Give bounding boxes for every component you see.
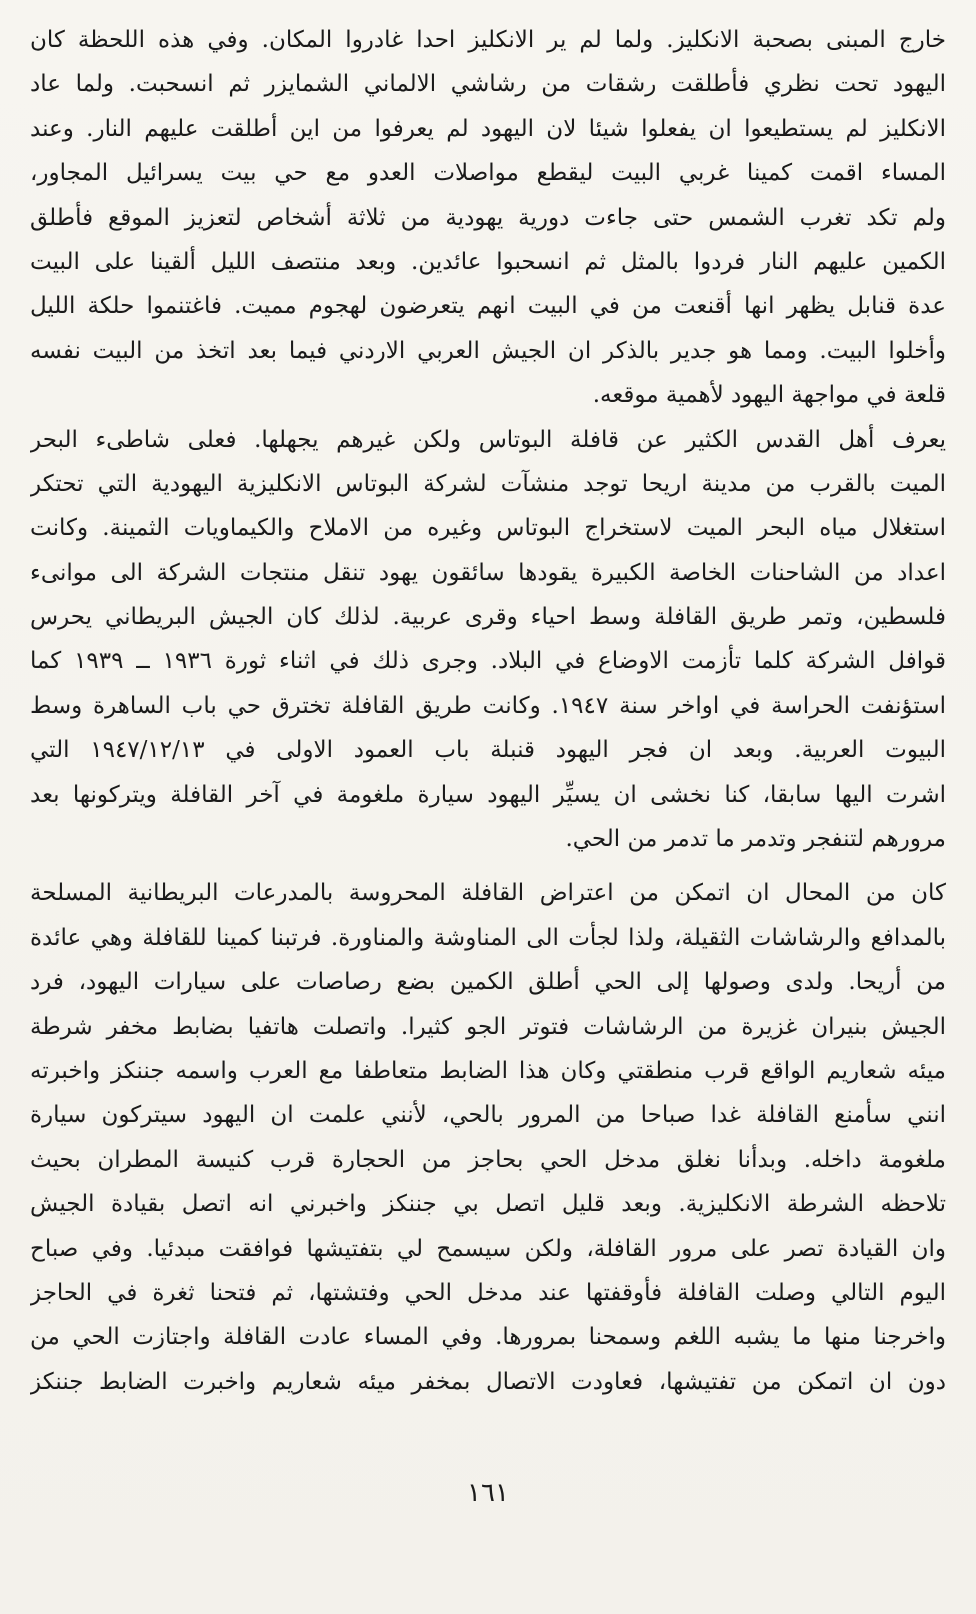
text-line: قلعة في مواجهة اليهود لأهمية موقعه.	[592, 382, 946, 409]
text-line: استؤنفت الحراسة في اواخر سنة ١٩٤٧. وكانت طريق القافلة تخترق حي باب الساهرة وسط	[30, 692, 946, 719]
text-line: بالمدافع والرشاشات الثقيلة، ولذا لجأت الى المناوشة والمناورة. فرتبنا كمينا للقافلة وهي عائدة	[30, 924, 946, 951]
text-line: الميت بالقرب من مدينة اريحا توجد منشآت لشركة البوتاس الانكليزية اليهودية التي تحتكر	[30, 470, 946, 497]
text-line: اليهود تحت نظري فأطلقت رشقات من رشاشي الالماني الشمايزر ثم انسحبت. ولما عاد	[30, 71, 946, 98]
text-line: ولم تكد تغرب الشمس حتى جاءت دورية يهودية من ثلاثة أشخاص لتعزيز الموقع فأطلق	[30, 204, 946, 231]
text-line: المساء اقمت كمينا غربي البيت ليقطع مواصلات العدو مع حي بيت يسرائيل المجاور،	[30, 160, 946, 187]
text-line: ميئه شعاريم الواقع قرب منطقتي وكان هذا الضابط متعاطفا مع العرب واسمه جننكز واخبرته	[30, 1057, 946, 1084]
text-line: استغلال مياه البحر الميت لاستخراج البوتاس وغيره من الاملاح والكيماويات الثمينة. وكانت	[30, 515, 946, 542]
text-line: خارج المبنى بصحبة الانكليز. ولما لم ير الانكليز احدا غادروا المكان. وفي هذه اللحظة كان	[30, 27, 946, 53]
paragraph-1	[30, 18, 946, 418]
text-line: عدة قنابل يظهر انها أقنعت من في البيت انهم يتعرضون لهجوم مميت. فاغتنموا حلكة الليل	[30, 293, 946, 320]
paragraph-gap	[30, 861, 946, 871]
text-line: تلاحظه الشرطة الانكليزية. وبعد قليل اتصل بي جننكز واخبرني انه اتصل بقيادة الجيش	[30, 1191, 946, 1218]
text-line: واخرجنا منها ما يشبه اللغم وسمحنا بمرورها. وفي المساء عادت القافلة واجتازت الحي من	[30, 1324, 946, 1351]
text-line: قوافل الشركة كلما تأزمت الاوضاع في البلاد. وجرى ذلك في اثناء ثورة ١٩٣٦ ــ ١٩٣٩ كما	[30, 648, 946, 675]
text-line: الجيش بنيران غزيرة من الرشاشات فتوتر الجو كثيرا. واتصلت هاتفيا بضابط مخفر شرطة	[30, 1013, 946, 1040]
text-line: من أريحا. ولدى وصولها إلى الحي أطلق الكمين بضع رصاصات على سيارات اليهود، فرد	[30, 969, 946, 996]
page-body	[30, 18, 946, 1404]
text-line: يعرف أهل القدس الكثير عن قافلة البوتاس ولكن غيرهم يجهلها. فعلى شاطىء البحر	[30, 426, 946, 453]
paragraph-2	[30, 418, 946, 862]
text-line: انني سأمنع القافلة غدا صباحا من المرور بالحي، لأنني علمت ان اليهود سيتركون سيارة	[30, 1102, 946, 1129]
paragraph-3	[30, 871, 946, 1404]
text-line: اليوم التالي وصلت القافلة فأوقفتها عند مدخل الحي وفتشتها، ثم فتحنا ثغرة في الحاجز	[30, 1279, 946, 1306]
text-line: كان من المحال ان اتمكن من اعتراض القافلة المحروسة بالمدرعات البريطانية المسلحة	[30, 880, 946, 907]
text-line: اشرت اليها سابقا، كنا نخشى ان يسيِّر اليهود سيارة ملغومة في آخر القافلة ويتركونها بعد	[30, 781, 946, 808]
text-line: وان القيادة تصر على مرور القافلة، ولكن سيسمح لي بتفتيشها فوافقت مبدئيا. وفي صباح	[30, 1235, 946, 1262]
text-line: الانكليز لم يستطيعوا ان يفعلوا شيئا لان اليهود لم يعرفوا من اين أطلقت عليهم النار. وعند	[30, 115, 946, 142]
text-line: مرورهم لتنفجر وتدمر ما تدمر من الحي.	[565, 826, 946, 853]
page-number: ١٦١	[467, 1478, 509, 1508]
text-line: الكمين عليهم النار فردوا بالمثل ثم انسحبوا عائدين. وبعد منتصف الليل ألقينا على البيت	[30, 248, 946, 275]
text-line: اعداد من الشاحنات الخاصة الكبيرة يقودها سائقون يهود تنقل منتجات الشركة الى موانىء	[30, 559, 946, 586]
text-line: وأخلوا البيت. ومما هو جدير بالذكر ان الجيش العربي الاردني فيما بعد اتخذ من البيت نفسه	[30, 337, 946, 364]
text-line: البيوت العربية. وبعد ان فجر اليهود قنبلة باب العمود الاولى في ١٩٤٧/١٢/١٣ التي	[30, 737, 946, 764]
text-line: دون ان اتمكن من تفتيشها، فعاودت الاتصال بمخفر ميئه شعاريم واخبرت الضابط جننكز	[30, 1368, 946, 1395]
text-line: ملغومة داخله. وبدأنا نغلق مدخل الحي بحاجز من الحجارة قرب كنيسة المطران بحيث	[30, 1146, 946, 1173]
text-line: فلسطين، وتمر طريق القافلة وسط احياء وقرى عربية. لذلك كان الجيش البريطاني يحرس	[30, 604, 946, 631]
